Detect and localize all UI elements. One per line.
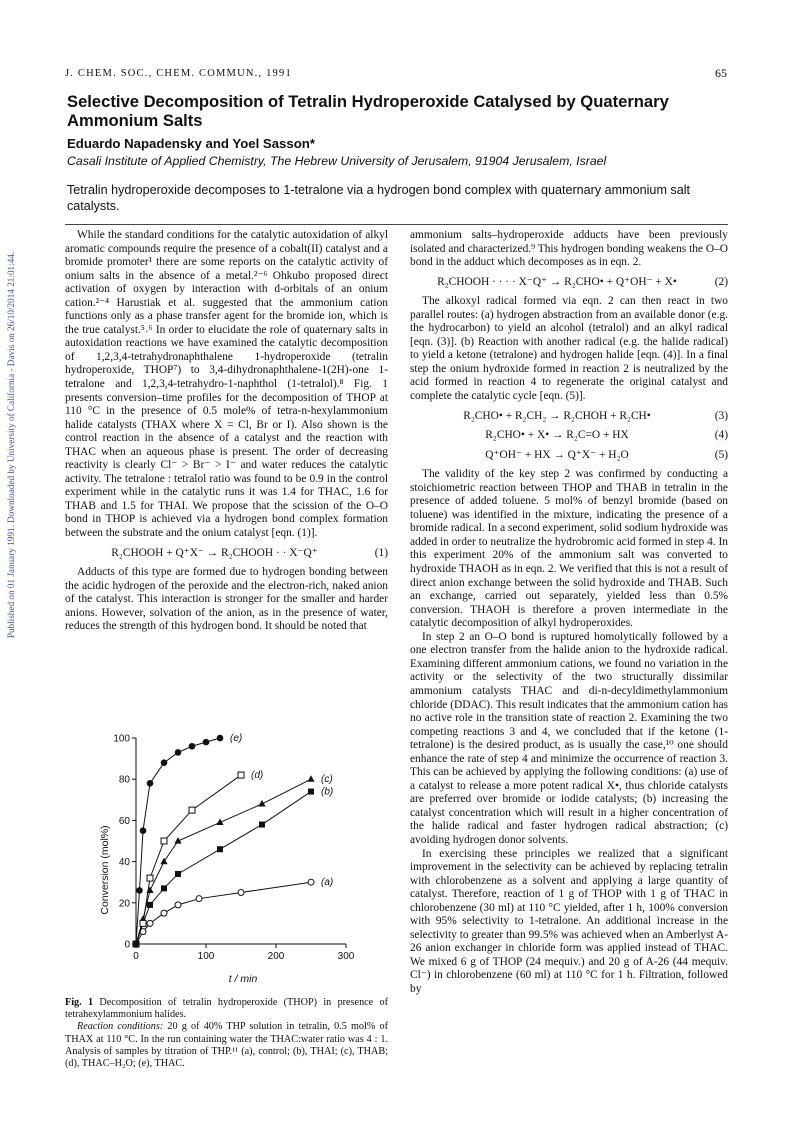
author-list: Eduardo Napadensky and Yoel Sasson* — [67, 136, 315, 151]
right-column — [410, 229, 728, 997]
equation-expression: Q⁺OH⁻ + HX → Q⁺X⁻ + H₂O — [485, 448, 629, 461]
data-point — [161, 885, 167, 891]
caption-text: Decomposition of tetralin hydroperoxide (THOP) in presence of tetrahexylammonium halides. — [65, 997, 388, 1021]
running-head: J. CHEM. SOC., CHEM. COMMUN., 1991 — [65, 68, 292, 79]
figure-caption — [65, 997, 388, 1070]
series-d — [133, 770, 263, 947]
page-number: 65 — [715, 66, 727, 80]
equation-5 — [410, 449, 728, 463]
equation-3 — [410, 410, 728, 424]
paragraph: In exercising these principles we realized that a significant improvement in the selectivity can be achieved by replacing tetralin with chlorobenzene as a solvent and applying a large quantity of catalyst. Therefore, reaction of 1 g of THOP with 1 g of THAC in chlorobenzene (30 ml) at 110 °C yielded, after 1 h, 100% conversion with 95% selectivity to 1-tetralone. An additional increase in the selectivity to greater than 99.5% was achieved when an Amberlyst A-26 anion exchanger in chloride form was applied instead of THAC. We mixed 6 g of THOP (24 mequiv.) and 20 g of A-26 (44 mequiv. Cl⁻) in chlorobenzene (60 ml) at 110 °C for 1 h. Filtration, followed by — [410, 847, 728, 995]
data-point — [161, 759, 168, 766]
data-point — [217, 735, 224, 742]
data-point — [140, 827, 147, 834]
y-tick-label: 0 — [124, 939, 130, 951]
header-divider — [65, 224, 728, 225]
series-label: (a) — [321, 877, 334, 889]
data-point — [147, 780, 154, 787]
series-line — [136, 775, 241, 944]
data-point — [196, 896, 202, 902]
data-point — [175, 749, 182, 756]
data-point — [203, 739, 210, 746]
paragraph: The validity of the key step 2 was confirmed by conducting a stoichiometric reaction between THOP and THAB in tetralin in the presence of added toluene. 5 mol% of benzyl bromide (based on toluene) was identified in the mixture, indicating the presence of a bromide radical. In a second experiment, solid sodium hydroxide was added in order to neutralize the hydrobromic acid formed in step 4. In this experiment 20% of the ammonium salt was converted to hydroxide THAOH as in eqn. 2. We verified that this is not a result of direct anion exchange between the solid hydroxide and THAB. Such an exchange, carried out separately, yielded less than 0.5% conversion. THAOH is therefore a proven intermediate in the catalytic decomposition of alkyl hydroperoxides. — [410, 468, 728, 630]
series-label: (d) — [251, 770, 264, 782]
data-point — [147, 902, 153, 908]
data-point — [161, 838, 167, 844]
download-watermark: Published on 01 January 1991. Downloaded by University of California - Davis on 26/10/2014 21:01:44. — [6, 251, 16, 639]
data-point — [308, 879, 314, 885]
paragraph: Adducts of this type are formed due to hydrogen bonding between the acidic hydrogen of the peroxide and the electron-rich, naked anion of the catalyst. This interaction is stronger for the smaller and harder anions. However, solvation of the anion, as in the presence of water, reduces the strength of this hydrogen bond. It should be noted that — [65, 566, 388, 633]
equation-number: (2) — [714, 275, 728, 288]
y-tick-label: 20 — [118, 898, 130, 910]
caption-label: Fig. 1 — [65, 997, 94, 1008]
left-column — [65, 229, 388, 634]
equation-expression: R₂CHOOH · · · · X⁻Q⁺ → R₂CHO• + Q⁺OH⁻ + X• — [437, 275, 677, 288]
y-tick-label: 40 — [118, 857, 130, 869]
series-e — [133, 733, 243, 947]
equation-2 — [410, 276, 728, 290]
equation-number: (5) — [714, 448, 728, 461]
y-tick-label: 100 — [113, 733, 130, 745]
data-point — [147, 875, 153, 881]
series-line — [136, 792, 311, 944]
article-title: Selective Decomposition of Tetralin Hydroperoxide Catalysed by Quaternary Ammonium Salts — [67, 92, 669, 130]
equation-expression: R₂CHO• + X• → R₂C=O + HX — [485, 429, 629, 442]
data-point — [147, 920, 153, 926]
series-b — [133, 787, 333, 947]
x-tick-label: 300 — [337, 951, 355, 962]
paragraph: The alkoxyl radical formed via eqn. 2 can then react in two parallel routes: (a) hydrogen abstraction from an available donor (e.g. the hydrocarbon) to yield an alcohol (tetralol) and an alkyl radical [eqn. (3)]. (b) Reaction with another radical (e.g. the halide radical) to yield a ketone (tetralone) and hydrogen halide [eqn. (4)]. In a final step the onium hydroxide formed in reaction 2 is neutralized by the acid formed in reaction 4 to regenerate the original catalyst and complete the catalytic cycle [eqn. (5)]. — [410, 295, 728, 403]
equation-number: (3) — [714, 409, 728, 422]
y-tick-label: 60 — [118, 815, 130, 827]
data-point — [175, 902, 181, 908]
abstract: Tetralin hydroperoxide decomposes to 1-tetralone via a hydrogen bond complex with quaternary ammonium salt catalysts. — [67, 183, 691, 213]
data-point — [217, 846, 223, 852]
figure-1 — [99, 720, 370, 995]
x-tick-label: 200 — [267, 951, 285, 962]
paragraph: In step 2 an O–O bond is ruptured homolytically followed by a one electron transfer from the halide anion to the hydroxide radical. Examining different ammonium cations, we found no variation in the activity or the selectivity of the two structurally dissimilar ammonium catalysts THAC and di-n-decyldimethylammonium chloride (DDAC). This result indicates that the ammonium cation has no active role in the transition state of reaction 2. Examining the two competing reactions 3 and 4, we concluded that if the ketone (1-tetralone) is the desired product, as is usually the case,¹⁰ one should enhance the rate of step 4 and minimize the occurrence of reaction 3. This can be achieved by applying the following conditions: (a) use of a catalyst to release a more potent radical X•, thus chloride catalysts are preferred over bromide or iodide catalysts; (b) increasing the catalyst concentration which will result in a higher concentration of the halide radical and faster hydrogen radical abstraction; (c) avoiding hydrogen donor solvents. — [410, 630, 728, 846]
equation-expression: R₂CHO• + R₂CH₂ → R₂CHOH + R₂CH• — [463, 409, 651, 422]
data-point — [238, 772, 244, 778]
data-point — [189, 743, 196, 750]
data-point — [308, 789, 314, 795]
series-label: (e) — [230, 733, 243, 744]
x-tick-label: 0 — [133, 951, 139, 962]
equation-1 — [65, 547, 388, 561]
data-point — [133, 941, 140, 948]
conditions-text: 20 g of 40% THP solution in tetralin, 0.5 mol% of THAX at 110 °C. In the run containing water the THAC:water ratio was 4 : 1. Analysis of samples by titration of THP.¹¹ (a), control; (b), THAI; (c), THAB; (d), THAC–H₂O; (e), THAC. — [65, 1021, 388, 1070]
chart-series — [132, 733, 333, 947]
data-point — [259, 822, 265, 828]
conversion-chart — [99, 720, 370, 995]
affiliation: Casali Institute of Applied Chemistry, The Hebrew University of Jerusalem, 91904 Jerusalem, Israel — [67, 154, 607, 168]
equation-number: (4) — [714, 429, 728, 442]
x-axis-label: t / min — [228, 973, 258, 985]
data-point — [136, 887, 143, 894]
data-point — [140, 920, 146, 926]
equation-number: (1) — [374, 546, 388, 559]
x-tick-label: 100 — [197, 951, 215, 962]
equation-4 — [410, 429, 728, 443]
series-c — [132, 774, 332, 946]
paragraph: ammonium salts–hydroperoxide adducts have been previously isolated and characterized.⁹ This hydrogen bonding weakens the O–O bond in the adduct which decomposes as in eqn. 2. — [410, 229, 728, 269]
data-point — [258, 800, 265, 807]
series-label: (b) — [321, 786, 334, 798]
y-tick-label: 80 — [118, 774, 130, 786]
data-point — [189, 807, 195, 813]
series-label: (c) — [321, 774, 333, 786]
data-point — [238, 890, 244, 896]
y-axis-label: Conversion (mol%) — [99, 825, 111, 915]
paragraph: While the standard conditions for the catalytic autoxidation of alkyl aromatic compounds require the presence of a cobalt(II) catalyst and a bromide promoter¹ there are some reports on the catalytic activity of onium salts in the absence of a metal.²⁻⁶ Ohkubo proposed direct activation of oxygen by interaction with d-orbitals of an onium cation.²⁻⁴ Harustiak et al. suggested that the ammonium cation functions only as a phase transfer agent for the bromide ion, which is the true catalyst.⁵˒⁶ In order to elucidate the role of quaternary salts in autoxidation reactions we have examined the catalytic decomposition of 1,2,3,4-tetrahydronaphthalene 1-hydroperoxide (tetralin hydroperoxide, THOP⁷) to 3,4-dihydronaphthalene-1(2H)-one 1-tetralone and 1,2,3,4-tetrahydro-1-naphthol (1-tetralol).⁸ Fig. 1 presents conversion–time profiles for the decomposition of THOP at 110 °C in the presence of 0.5 mole% of tetra-n-hexylammonium halide catalysts (THAX where X = Cl, Br or I). Also shown is the control reaction in the absence of a catalyst and the reaction with THAC when an aqueous phase is present. The order of decreasing reactivity is clearly Cl⁻ > Br⁻ > I⁻ and water reduces the catalytic activity. The tetralone : tetralol ratio was found to be 0.9 in the control experiment while in the catalytic runs it was 1.4 for THAC, 1.6 for THAB and 1.5 for THAI. We propose that the scission of the O–O bond in THOP is achieved via a hydrogen bond complex formation between the substrate and the onium catalyst [eqn. (1)]. — [65, 229, 388, 540]
data-point — [175, 871, 181, 877]
chart-ticks — [113, 734, 354, 963]
equation-expression: R₂CHOOH + Q⁺X⁻ → R₂CHOOH · · X⁻Q⁺ — [111, 546, 318, 559]
data-point — [161, 910, 167, 916]
data-point — [307, 775, 314, 782]
conditions-label: Reaction conditions: — [77, 1021, 164, 1033]
